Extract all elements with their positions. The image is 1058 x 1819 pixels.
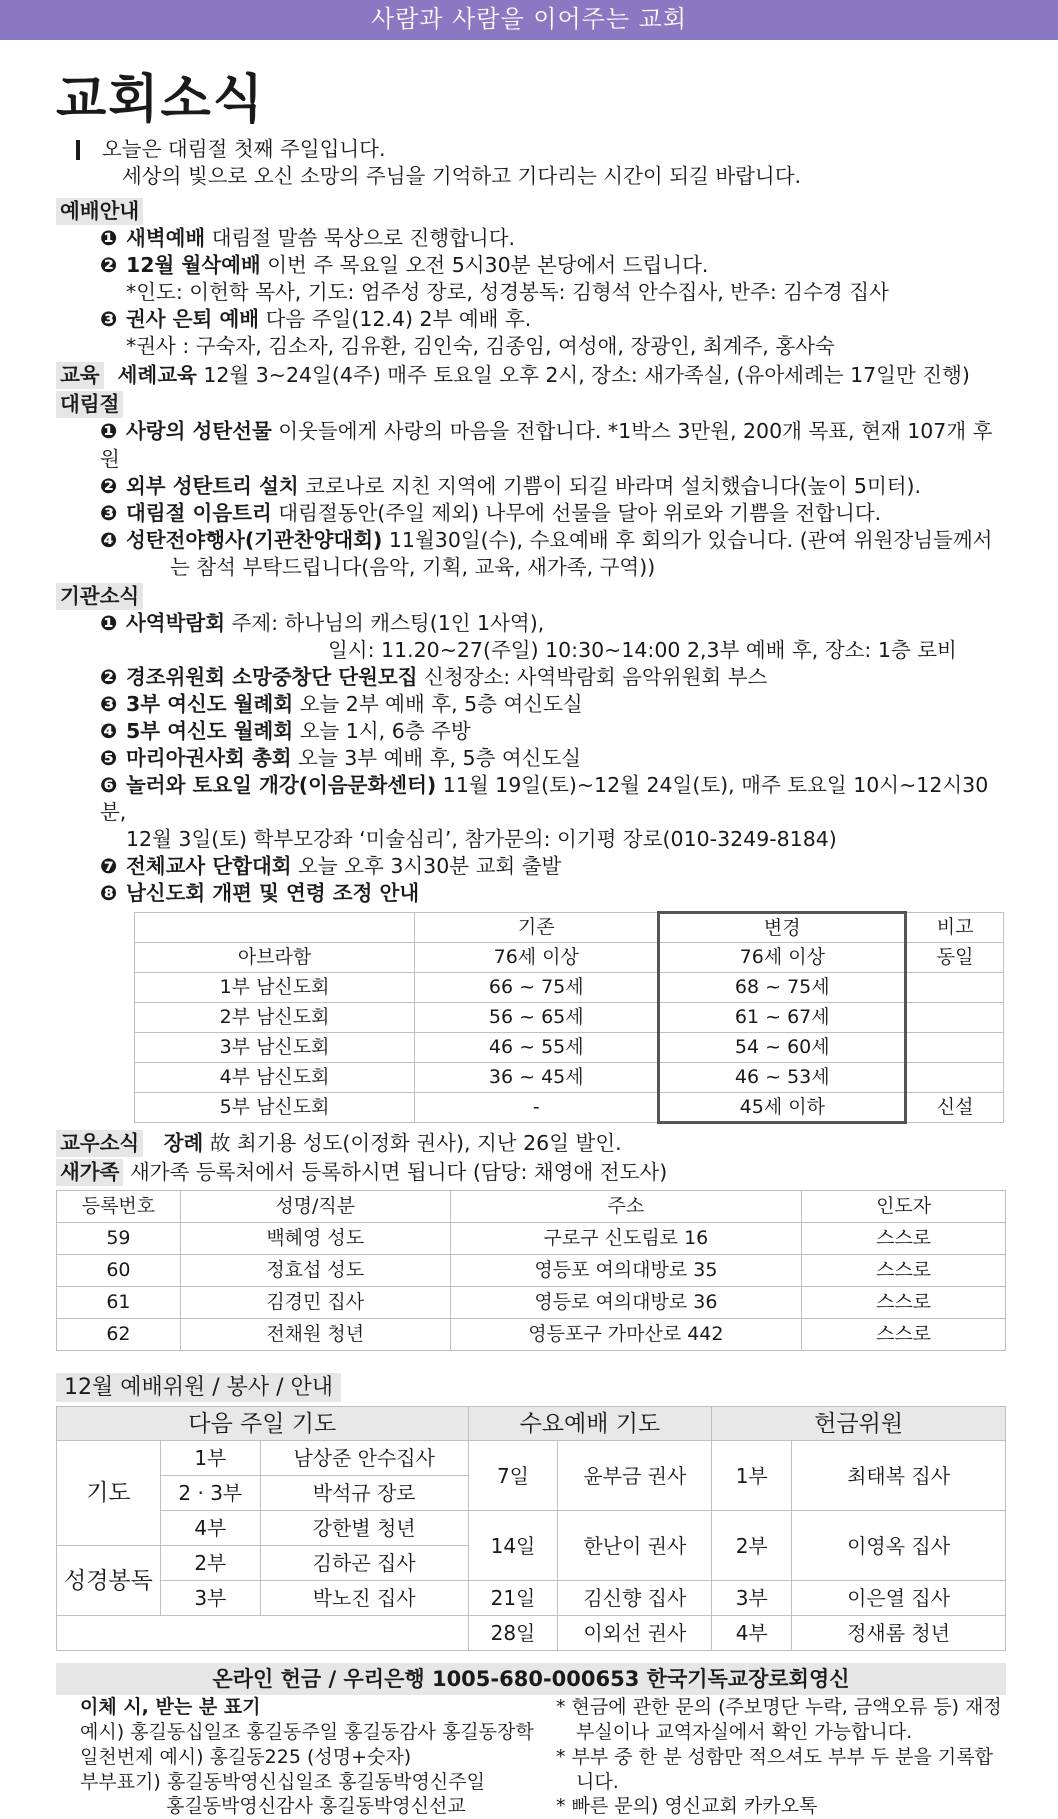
- table-cell: 1부 남신도회: [135, 973, 415, 1003]
- item-text: 오늘 3부 예배 후, 5층 여신도실: [291, 746, 582, 771]
- table-cell: 김하곤 집사: [260, 1546, 468, 1581]
- bulletin-content: [56, 136, 1006, 1819]
- inquiry-notes: [556, 1695, 1006, 1818]
- intro-line-2: 세상의 빛으로 오신 소망의 주님을 기억하고 기다리는 시간이 되길 바랍니다.: [122, 164, 802, 189]
- worship-item: [100, 252, 1006, 279]
- advent-item-cont: 는 참석 부탁드립니다(음악, 기획, 교육, 새가족, 구역)): [170, 554, 656, 579]
- footer-notes: [56, 1695, 1006, 1818]
- table-cell: 이외선 권사: [558, 1616, 712, 1651]
- transfer-title: 이체 시, 받는 분 표기: [80, 1696, 261, 1719]
- org-item: [100, 745, 1006, 772]
- table-cell: 이은열 집사: [792, 1581, 1006, 1616]
- transfer-line: 홍길동박영신감사 홍길동박영신선교: [166, 1795, 466, 1818]
- table-cell: 56 ~ 65세: [415, 1003, 659, 1033]
- item-title: 마리아권사회 총회: [126, 746, 292, 771]
- table-cell: 66 ~ 75세: [415, 973, 659, 1003]
- table-cell: 강한별 청년: [260, 1511, 468, 1546]
- table-cell: 기도: [57, 1441, 161, 1546]
- table-row: [135, 1003, 1004, 1033]
- table-cell: -: [415, 1093, 659, 1123]
- worship-item: [100, 225, 1006, 252]
- table-cell: 14일: [468, 1511, 558, 1581]
- item-text: 주제: 하나님의 캐스팅(1인 1사역),: [225, 610, 545, 635]
- table-cell: 1부: [712, 1441, 792, 1511]
- table-row: [57, 1581, 1006, 1616]
- item-number: ❶: [100, 610, 118, 635]
- item-number: ❷: [100, 253, 118, 278]
- item-title: 남신도회 개편 및 연령 조정 안내: [126, 881, 420, 906]
- org-item: [100, 718, 1006, 745]
- table-cell: 박노진 집사: [260, 1581, 468, 1616]
- table-cell: 36 ~ 45세: [415, 1063, 659, 1093]
- item-text: 오늘 1시, 6층 주방: [293, 718, 471, 743]
- item-number: ❶: [100, 419, 118, 444]
- item-title: 놀러와 토요일 개강(이음문화센터): [126, 773, 437, 798]
- org-heading: 기관소식: [56, 583, 143, 610]
- intro-bar: [76, 140, 80, 160]
- table-cell: 김신향 집사: [558, 1581, 712, 1616]
- education-section: [56, 362, 1006, 389]
- table-cell: 46 ~ 55세: [415, 1033, 659, 1063]
- item-number: ❻: [100, 773, 118, 798]
- table-row: [135, 943, 1004, 973]
- table-cell: 성경봉독: [57, 1546, 161, 1616]
- org-item: [100, 880, 1006, 907]
- table-cell: 기존: [415, 913, 659, 943]
- duty-heading: 12월 예배위원 / 봉사 / 안내: [56, 1373, 341, 1402]
- table-cell: 3부: [712, 1581, 792, 1616]
- table-cell: 59: [57, 1223, 181, 1255]
- table-cell: 구로구 신도림로 16: [450, 1223, 802, 1255]
- item-title: 대림절 이음트리: [126, 500, 272, 525]
- table-cell: 3부 남신도회: [135, 1033, 415, 1063]
- banner-text: 사람과 사람을 이어주는 교회: [370, 5, 688, 34]
- members-section: [56, 1130, 1006, 1157]
- transfer-line: 일천번제 예시) 홍길동225 (성명+숫자): [80, 1745, 412, 1768]
- table-row: [57, 1287, 1006, 1319]
- item-text: 오늘 2부 예배 후, 5층 여신도실: [293, 691, 583, 716]
- table-cell: 김경민 집사: [180, 1287, 450, 1319]
- top-banner: [0, 0, 1058, 40]
- item-title: 새벽예배: [126, 226, 206, 251]
- table-cell: 이영옥 집사: [792, 1511, 1006, 1581]
- worship-item-note: *권사 : 구숙자, 김소자, 김유환, 김인숙, 김종임, 여성애, 장광인, 최계주, 홍사숙: [126, 334, 835, 359]
- org-item-cont: 일시: 11.20~27(주일) 10:30~14:00 2,3부 예배 후, 장소: 1층 로비: [328, 637, 957, 662]
- transfer-line: 부부표기) 홍길동박영신십일조 홍길동박영신주일: [80, 1770, 485, 1793]
- table-cell: 5부 남신도회: [135, 1093, 415, 1123]
- org-item: [100, 853, 1006, 880]
- table-cell: 비고: [906, 913, 1004, 943]
- advent-item: [100, 527, 1006, 554]
- worship-item: [100, 306, 1006, 333]
- table-cell: 60: [57, 1255, 181, 1287]
- item-text: 11월30일(수), 수요예배 후 회의가 있습니다. (관여 위원장님들께서: [382, 527, 993, 552]
- table-cell: 영등포 여의대방로 35: [450, 1255, 802, 1287]
- item-title: 5부 여신도 월례회: [126, 718, 294, 743]
- table-cell: 61 ~ 67세: [659, 1003, 906, 1033]
- table-cell: [906, 1003, 1004, 1033]
- item-text: 신청장소: 사역박람회 음악위원회 부스: [417, 664, 768, 689]
- item-text: 코로나로 지친 지역에 기쁨이 되길 바라며 설치했습니다(높이 5미터).: [298, 473, 922, 498]
- table-cell: 68 ~ 75세: [659, 973, 906, 1003]
- table-cell: 2부 남신도회: [135, 1003, 415, 1033]
- table-cell: 정효섭 성도: [180, 1255, 450, 1287]
- table-cell: [906, 1063, 1004, 1093]
- item-number: ❹: [100, 718, 118, 743]
- item-title: 성탄전야행사(기관찬양대회): [126, 527, 383, 552]
- item-number: ❺: [100, 746, 118, 771]
- duty-table: [56, 1406, 1006, 1651]
- table-cell: 4부 남신도회: [135, 1063, 415, 1093]
- transfer-notes: [56, 1695, 556, 1818]
- table-row: [57, 1616, 1006, 1651]
- org-item: [100, 610, 1006, 637]
- registration-table: [56, 1190, 1006, 1351]
- table-cell: 2부: [712, 1511, 792, 1581]
- table-header-row: [57, 1407, 1006, 1441]
- education-text: 12월 3~24일(4주) 매주 토요일 오후 2시, 장소: 새가족실, (유아세례는 17일만 진행): [196, 363, 970, 388]
- item-number: ❷: [100, 473, 118, 498]
- table-cell: 2부: [160, 1546, 260, 1581]
- table-cell: 아브라함: [135, 943, 415, 973]
- table-cell: [135, 913, 415, 943]
- item-title: 12월 월삭예배: [126, 253, 261, 278]
- table-header-row: [57, 1191, 1006, 1223]
- table-cell: 76세 이상: [659, 943, 906, 973]
- inquiry-line: * 빠른 문의) 영신교회 카카오톡: [556, 1795, 818, 1818]
- worship-section: [56, 198, 1006, 360]
- table-cell: 정새롬 청년: [792, 1616, 1006, 1651]
- advent-item: [100, 473, 1006, 500]
- table-cell: 45세 이하: [659, 1093, 906, 1123]
- table-row: [57, 1511, 1006, 1546]
- item-text: 오늘 오후 3시30분 교회 출발: [291, 854, 562, 879]
- item-text: 다음 주일(12.4) 2부 예배 후.: [259, 307, 532, 332]
- org-item: [100, 664, 1006, 691]
- table-row: [57, 1319, 1006, 1351]
- table-cell: 주소: [450, 1191, 802, 1223]
- item-number: ❸: [100, 500, 118, 525]
- table-cell: 성명/직분: [180, 1191, 450, 1223]
- table-cell: 신설: [906, 1093, 1004, 1123]
- item-title: 3부 여신도 월례회: [126, 691, 294, 716]
- newfamily-section: [56, 1159, 1006, 1186]
- org-item: [100, 772, 1006, 826]
- table-cell: 백혜영 성도: [180, 1223, 450, 1255]
- table-cell: 스스로: [802, 1319, 1006, 1351]
- education-heading: 교육: [56, 362, 104, 389]
- intro-line-1: 오늘은 대림절 첫째 주일입니다.: [102, 137, 386, 161]
- table-row: [135, 973, 1004, 1003]
- worship-heading: 예배안내: [56, 198, 143, 225]
- item-title: 전체교사 단합대회: [126, 854, 292, 879]
- table-cell: 변경: [659, 913, 906, 943]
- advent-section: [56, 391, 1006, 580]
- table-row: [135, 1093, 1004, 1123]
- table-cell: 윤부금 권사: [558, 1441, 712, 1511]
- table-cell: 61: [57, 1287, 181, 1319]
- item-number: ❶: [100, 226, 118, 251]
- table-cell: 수요예배 기도: [468, 1407, 712, 1441]
- table-cell: 76세 이상: [415, 943, 659, 973]
- item-number: ❸: [100, 307, 118, 332]
- intro: [56, 136, 1006, 190]
- item-number: ❹: [100, 527, 118, 552]
- advent-heading: 대림절: [56, 391, 123, 418]
- table-cell: [906, 973, 1004, 1003]
- table-cell: 다음 주일 기도: [57, 1407, 469, 1441]
- table-cell: [57, 1616, 469, 1651]
- item-title: 권사 은퇴 예배: [126, 307, 260, 332]
- table-cell: 7일: [468, 1441, 558, 1511]
- table-cell: 영등로 여의대방로 36: [450, 1287, 802, 1319]
- table-cell: 2 · 3부: [160, 1476, 260, 1511]
- table-row: [135, 1063, 1004, 1093]
- table-row: [57, 1223, 1006, 1255]
- education-title: 세례교육: [117, 363, 197, 388]
- table-cell: 최태복 집사: [792, 1441, 1006, 1511]
- table-cell: 박석규 장로: [260, 1476, 468, 1511]
- table-header-row: [135, 913, 1004, 943]
- inquiry-line: * 현금에 관한 문의 (주보명단 누락, 금액오류 등) 재정부실이나 교역자실에서 확인 가능합니다.: [556, 1696, 1002, 1744]
- table-cell: 남상준 안수집사: [260, 1441, 468, 1476]
- table-cell: 4부: [712, 1616, 792, 1651]
- item-title: 사랑의 성탄선물: [126, 419, 272, 444]
- org-item: [100, 691, 1006, 718]
- item-number: ❽: [100, 881, 118, 906]
- item-number: ❸: [100, 691, 118, 716]
- online-offering-banner: 온라인 헌금 / 우리은행 1005-680-000653 한국기독교장로회영신: [56, 1663, 1006, 1695]
- item-title: 외부 성탄트리 설치: [126, 473, 299, 498]
- table-cell: 등록번호: [57, 1191, 181, 1223]
- table-cell: 인도자: [802, 1191, 1006, 1223]
- table-cell: 62: [57, 1319, 181, 1351]
- inquiry-line: * 부부 중 한 분 성함만 적으셔도 부부 두 분을 기록합니다.: [556, 1745, 993, 1793]
- table-cell: 영등포구 가마산로 442: [450, 1319, 802, 1351]
- item-title: 경조위원회 소망중창단 단원모집: [126, 664, 418, 689]
- table-row: [57, 1255, 1006, 1287]
- item-text: 이번 주 목요일 오전 5시30분 본당에서 드립니다.: [260, 253, 709, 278]
- age-table: [134, 911, 1004, 1124]
- members-title: 장례: [163, 1131, 204, 1156]
- table-cell: [906, 1033, 1004, 1063]
- table-cell: 동일: [906, 943, 1004, 973]
- item-text: 11월 19일(토)~12월 24일(토), 매주 토요일 10시~12시30분,: [100, 773, 989, 825]
- table-cell: 스스로: [802, 1287, 1006, 1319]
- members-heading: 교우소식: [56, 1130, 143, 1157]
- table-cell: 스스로: [802, 1255, 1006, 1287]
- advent-item: [100, 418, 1006, 472]
- table-cell: 4부: [160, 1511, 260, 1546]
- advent-item: [100, 500, 1006, 527]
- worship-item-note: *인도: 이헌학 목사, 기도: 엄주성 장로, 성경봉독: 김형석 안수집사, 반주: 김수경 집사: [126, 280, 889, 305]
- item-number: ❼: [100, 854, 118, 879]
- transfer-line: 예시) 홍길동십일조 홍길동주일 홍길동감사 홍길동장학: [80, 1721, 534, 1744]
- table-cell: 28일: [468, 1616, 558, 1651]
- table-cell: 헌금위원: [712, 1407, 1006, 1441]
- item-number: ❷: [100, 664, 118, 689]
- page-title: 교회소식: [56, 69, 265, 130]
- item-text: 이웃들에게 사랑의 마음을 전합니다. *1박스 3만원, 200개 목표, 현재 107개 후원: [100, 419, 993, 471]
- table-cell: 54 ~ 60세: [659, 1033, 906, 1063]
- table-cell: 46 ~ 53세: [659, 1063, 906, 1093]
- table-cell: 3부: [160, 1581, 260, 1616]
- newfamily-text: 새가족 등록처에서 등록하시면 됩니다 (담당: 채영애 전도사): [123, 1160, 668, 1185]
- item-text: 대림절동안(주일 제외) 나무에 선물을 달아 위로와 기쁨을 전합니다.: [271, 500, 882, 525]
- members-text: 故 최기용 성도(이정화 권사), 지난 26일 발인.: [203, 1131, 622, 1156]
- table-cell: 스스로: [802, 1223, 1006, 1255]
- table-cell: 1부: [160, 1441, 260, 1476]
- newfamily-heading: 새가족: [56, 1159, 123, 1186]
- item-title: 사역박람회: [126, 610, 226, 635]
- org-section: [56, 583, 1006, 908]
- table-cell: 한난이 권사: [558, 1511, 712, 1581]
- table-cell: 전채원 청년: [180, 1319, 450, 1351]
- table-row: [57, 1441, 1006, 1476]
- org-item-cont: 12월 3일(토) 학부모강좌 ‘미술심리’, 참가문의: 이기평 장로(010-3249-8184): [126, 827, 837, 852]
- table-row: [135, 1033, 1004, 1063]
- item-text: 대림절 말씀 묵상으로 진행합니다.: [205, 226, 516, 251]
- table-cell: 21일: [468, 1581, 558, 1616]
